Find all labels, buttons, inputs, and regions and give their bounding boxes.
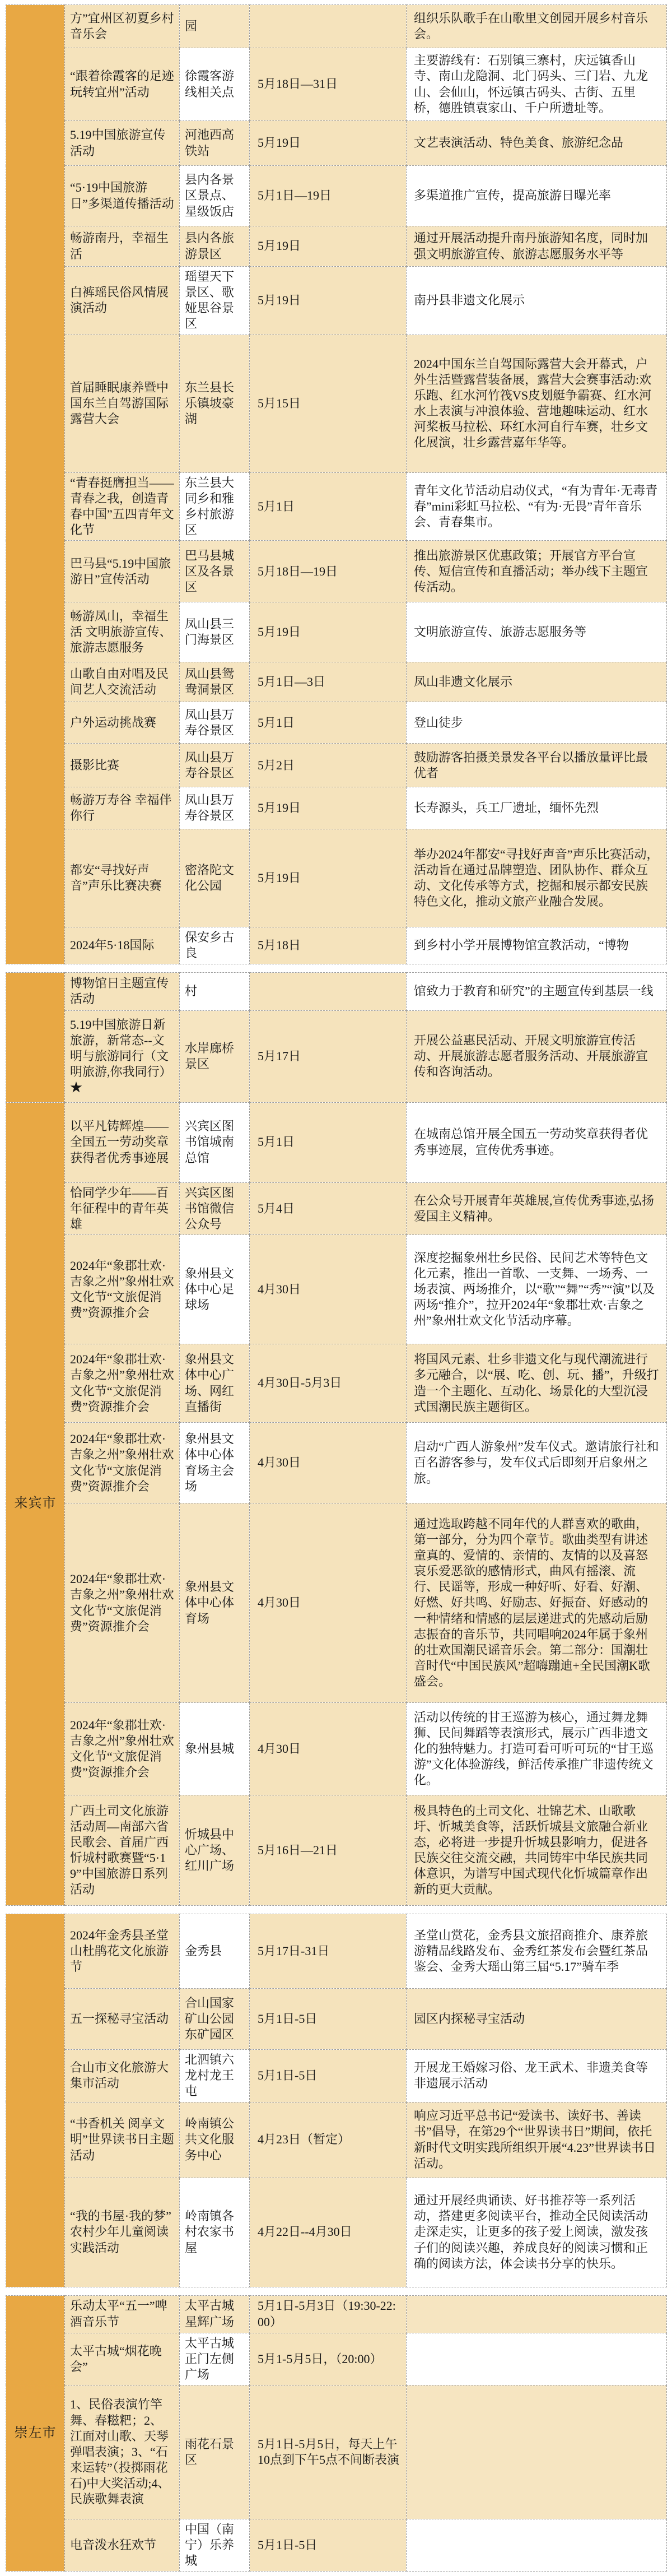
region-cell: [6, 1914, 65, 2287]
table-row: [6, 1795, 667, 1906]
description-cell: 在城南总馆开展全国五一劳动奖章获得者优秀事迹展，宣传优秀事迹。: [407, 1102, 667, 1182]
location-cell: 东兰县大同乡和雅乡村旅游区: [180, 472, 250, 541]
date-cell: 5月17日-31日: [250, 1914, 407, 1989]
description-cell: 开展公益惠民活动、开展文明旅游宣传活动、开展旅游志愿者服务活动、开展旅游宣传和咨询活动。: [407, 1010, 667, 1102]
description-cell: 活动以传统的甘王巡游为核心，通过舞龙舞狮、民间舞蹈等表演形式，展示广西非遗文化的独特魅力。打造可看可听可玩的“甘王巡游”文化体验游线，鲜活传承推广非遗传统文化。: [407, 1703, 667, 1795]
date-cell: 5月1日-5日: [250, 2519, 407, 2571]
description-cell: 到乡村小学开展博物馆宣教活动，“博物: [407, 927, 667, 964]
activity-title-cell: 户外运动挑战赛: [65, 702, 180, 744]
region-cell: 崇左市: [6, 2295, 65, 2572]
activity-title-cell: 博物馆日主题宣传活动: [65, 972, 180, 1010]
description-cell: 多渠道推广宣传，提高旅游日曝光率: [407, 166, 667, 226]
table-row: [6, 2050, 667, 2102]
table-row: [6, 335, 667, 472]
description-cell: 通过开展经典诵读、好书推荐等一系列活动，搭建更多阅读平台，推动全民阅读活动走深走实，让更多的孩子爱上阅读，激发孩子们的阅读兴趣，养成良好的阅读习惯和正确的阅读方法，体会读书分享的快乐。: [407, 2178, 667, 2287]
location-cell: 岭南镇各村农家书屋: [180, 2178, 250, 2287]
table-row: [6, 1423, 667, 1503]
description-cell: 凤山非遗文化展示: [407, 662, 667, 702]
description-cell: 通过开展活动提升南丹旅游知名度，同时加强文明旅游宣传、旅游志愿服务水平等: [407, 226, 667, 267]
activity-title-cell: 畅游凤山，幸福生活 文明旅游宣传、旅游志愿服务: [65, 602, 180, 662]
activity-title-cell: 电音泼水狂欢节: [65, 2519, 180, 2571]
location-cell: 凤山县三门海景区: [180, 602, 250, 662]
activity-title-cell: 2024年“象郡壮欢·吉象之州”象州壮欢文化节“文旅促消费”资源推介会: [65, 1344, 180, 1423]
location-cell: 兴宾区图书馆微信公众号: [180, 1182, 250, 1234]
activity-title-cell: 合山市文化旅游大集市活动: [65, 2050, 180, 2102]
activity-title-cell: 太平古城“烟花晚会”: [65, 2333, 180, 2385]
date-cell: 5月1-5月5日，（20:00）: [250, 2333, 407, 2385]
location-cell: 县内各景区景点、星级饭店: [180, 166, 250, 226]
date-cell: 5月19日: [250, 787, 407, 829]
table-row: [6, 121, 667, 166]
location-cell: 雨花石景区: [180, 2385, 250, 2519]
events-table-body: [6, 5, 667, 2572]
location-cell: 园: [180, 5, 250, 48]
region-cell: [6, 972, 65, 1102]
table-row: [6, 1010, 667, 1102]
date-cell: 5月19日: [250, 121, 407, 166]
activity-title-cell: 恰同学少年——百年征程中的青年英雄: [65, 1182, 180, 1234]
table-row: [6, 2519, 667, 2571]
page-break: [6, 1906, 667, 1914]
table-row: [6, 1989, 667, 2050]
date-cell: 4月30日: [250, 1235, 407, 1344]
table-row: [6, 267, 667, 335]
date-cell: 5月16日—21日: [250, 1795, 407, 1906]
location-cell: 县内各旅游景区: [180, 226, 250, 267]
location-cell: 凤山县鸳鸯洞景区: [180, 662, 250, 702]
table-row: [6, 787, 667, 829]
date-cell: 4月30日-5月3日: [250, 1344, 407, 1423]
table-row: [6, 602, 667, 662]
location-cell: 徐霞客游线相关点: [180, 48, 250, 121]
table-row: [6, 541, 667, 602]
date-cell: 5月19日: [250, 829, 407, 927]
location-cell: 水岸廊桥景区: [180, 1010, 250, 1102]
activity-title-cell: 五一探秘寻宝活动: [65, 1989, 180, 2050]
date-cell: 5月1日: [250, 702, 407, 744]
description-cell: 长寿源头，兵工厂遗址，缅怀先烈: [407, 787, 667, 829]
date-cell: 4月30日: [250, 1703, 407, 1795]
activity-title-cell: “书香机关 阅享文明”世界读书日主题活动: [65, 2102, 180, 2178]
activity-title-cell: 2024年“象郡壮欢·吉象之州”象州壮欢文化节“文旅促消费”资源推介会: [65, 1235, 180, 1344]
location-cell: 巴马县城区及各景区: [180, 541, 250, 602]
activity-title-cell: 2024年5·18国际: [65, 927, 180, 964]
date-cell: 5月17日: [250, 1010, 407, 1102]
activity-title-cell: 2024年“象郡壮欢·吉象之州”象州壮欢文化节“文旅促消费”资源推介会: [65, 1503, 180, 1703]
table-row: [6, 829, 667, 927]
activity-title-cell: “我的书屋·我的梦” 农村少年儿童阅读实践活动: [65, 2178, 180, 2287]
description-cell: 响应习近平总书记“爱读书、读好书、善读书”倡导，在第29个“世界读书日”期间，依托新时代文明实践所组织开展“4.23”世界读书日活动。: [407, 2102, 667, 2178]
table-row: [6, 1703, 667, 1795]
description-cell: 启动“广西人游象州”发车仪式。邀请旅行社和百名游客参与，发车仪式后即刻开启象州之旅。: [407, 1423, 667, 1503]
date-cell: 5月4日: [250, 1182, 407, 1234]
description-cell: 南丹县非遗文化展示: [407, 267, 667, 335]
activity-title-cell: 摄影比赛: [65, 744, 180, 787]
location-cell: 保安乡古良: [180, 927, 250, 964]
description-cell: 举办2024年都安“寻找好声音”声乐比赛活动，活动旨在通过品牌塑造、团队协作、群众互动、文化传承等方式，挖掘和展示都安民族特色文化，推动文旅产业融合发展。: [407, 829, 667, 927]
date-cell: 5月18日—31日: [250, 48, 407, 121]
description-cell: 通过选取跨越不同年代的人群喜欢的歌曲，第一部分，分为四个章节。歌曲类型有讲述童真的、爱情的、亲情的、友情的以及喜怒哀乐爱恶欲的感情形式，曲风有摇滚、流行、民谣等，形成一种好听、好看、好潮、好燃、好共鸣、好励志、好振奋、好感动的一种情绪和情感的层层递进式的先感动后励志振奋的音乐节，共同唱响2024年属于象州的壮欢国潮民谣音乐会。第二部分：国潮壮音时代“中国民族风”超嗨蹦迪+全民国潮K歌盛会。: [407, 1503, 667, 1703]
page-break-band: [6, 2287, 667, 2295]
date-cell: 5月2日: [250, 744, 407, 787]
location-cell: 凤山县万寿谷景区: [180, 702, 250, 744]
activity-title-cell: 5.19中国旅游宣传活动: [65, 121, 180, 166]
description-cell: 园区内探秘寻宝活动: [407, 1989, 667, 2050]
location-cell: 太平古城正门左侧广场: [180, 2333, 250, 2385]
location-cell: 象州县文体中心足球场: [180, 1235, 250, 1344]
table-row: [6, 972, 667, 1010]
location-cell: 中国（南宁）乐养城: [180, 2519, 250, 2571]
date-cell: 5月18日—19日: [250, 541, 407, 602]
description-cell: 文明旅游宣传、旅游志愿服务等: [407, 602, 667, 662]
description-cell: 文艺表演活动、特色美食、旅游纪念品: [407, 121, 667, 166]
location-cell: 象州县文体中心广场、网红直播街: [180, 1344, 250, 1423]
description-cell: 开展龙王婚嫁习俗、龙王武术、非遗美食等非遗展示活动: [407, 2050, 667, 2102]
activity-title-cell: 2024年金秀县圣堂山杜鹃花文化旅游节: [65, 1914, 180, 1989]
activity-title-cell: 畅游万寿谷 幸福伴你行: [65, 787, 180, 829]
table-row: [6, 1235, 667, 1344]
location-cell: 密洛陀文化公园: [180, 829, 250, 927]
activity-title-cell: 首届睡眠康养暨中国东兰自驾游国际露营大会: [65, 335, 180, 472]
activity-title-cell: “青春挺膺担当——青春之我，创造青春中国”五四青年文化节: [65, 472, 180, 541]
description-cell: 组织乐队歌手在山歌里文创园开展乡村音乐会。: [407, 5, 667, 48]
location-cell: 岭南镇公共文化服务中心: [180, 2102, 250, 2178]
location-cell: 东兰县长乐镇坡豪湖: [180, 335, 250, 472]
description-cell: 2024中国东兰自驾国际露营大会开幕式，户外生活暨露营装备展，露营大会赛事活动:欢乐跑、红水河竹筏VS皮划艇争霸赛、红水河水上表演与冲浪体验、营地趣味运动、红水河桨板马拉松、环红水河自行车赛，壮乡文化展演，壮乡露营嘉年华等。: [407, 335, 667, 472]
activity-title-cell: 以平凡铸辉煌——全国五一劳动奖章获得者优秀事迹展: [65, 1102, 180, 1182]
table-row: [6, 472, 667, 541]
activity-title-cell: 2024年“象郡壮欢·吉象之州”象州壮欢文化节“文旅促消费”资源推介会: [65, 1423, 180, 1503]
page-break-band: [6, 1906, 667, 1914]
date-cell: 5月19日: [250, 267, 407, 335]
location-cell: 忻城县中心广场、红川广场: [180, 1795, 250, 1906]
date-cell: 5月1日-5日: [250, 1989, 407, 2050]
table-row: [6, 2385, 667, 2519]
region-cell: [6, 5, 65, 964]
date-cell: 5月1日-5月3日（19:30-22:00）: [250, 2295, 407, 2333]
table-row: [6, 744, 667, 787]
activity-title-cell: 2024年“象郡壮欢·吉象之州”象州壮欢文化节“文旅促消费”资源推介会: [65, 1703, 180, 1795]
date-cell: 5月15日: [250, 335, 407, 472]
activity-title-cell: 1、民俗表演竹竿舞、春糍粑；2、江面对山歌、天琴弹唱表演；3、“石来运转”（投掷雨花石)中大奖活动;4、民族歌舞表演: [65, 2385, 180, 2519]
date-cell: 5月19日: [250, 602, 407, 662]
activity-title-cell: 巴马县“5.19中国旅游日”宣传活动: [65, 541, 180, 602]
location-cell: 太平古城星辉广场: [180, 2295, 250, 2333]
date-cell: 5月1日: [250, 1102, 407, 1182]
activity-title-cell: 山歌自由对唱及民间艺人交流活动: [65, 662, 180, 702]
page-break: [6, 2287, 667, 2295]
table-row: [6, 1102, 667, 1182]
date-cell: 5月19日: [250, 226, 407, 267]
page-break: [6, 964, 667, 972]
activity-title-cell: 5.19中国旅游日新旅游，新常态--文明与旅游同行（文明旅游,你我同行）★: [65, 1010, 180, 1102]
activity-title-cell: 畅游南丹，幸福生活: [65, 226, 180, 267]
table-row: [6, 702, 667, 744]
date-cell: 5月1日—19日: [250, 166, 407, 226]
table-row: [6, 166, 667, 226]
date-cell: 4月30日: [250, 1423, 407, 1503]
region-cell: 来宾市: [6, 1102, 65, 1905]
description-cell: [407, 2295, 667, 2333]
date-cell: [250, 5, 407, 48]
location-cell: 瑶望天下景区、歌娅思谷景区: [180, 267, 250, 335]
location-cell: 凤山县万寿谷景区: [180, 787, 250, 829]
activity-title-cell: 都安“寻找好声音”声乐比赛决赛: [65, 829, 180, 927]
location-cell: 金秀县: [180, 1914, 250, 1989]
table-row: [6, 2102, 667, 2178]
activity-title-cell: “跟着徐霞客的足迹玩转宜州”活动: [65, 48, 180, 121]
table-row: [6, 1182, 667, 1234]
description-cell: 深度挖掘象州壮乡民俗、民间艺术等特色文化元素，推出一首歌、一支舞、一场秀、一场表演、两场推介，以“歌”“舞”“秀”“演”以及两场“推介”，拉开2024年“象郡壮欢·吉象之州”象州壮欢文化节活动序幕。: [407, 1235, 667, 1344]
description-cell: 馆致力于教育和研究”的主题宣传到基层一线: [407, 972, 667, 1010]
document-page: [0, 4, 672, 2572]
table-row: [6, 662, 667, 702]
description-cell: 鼓励游客拍摄美景发各平台以播放量评比最优者: [407, 744, 667, 787]
activity-title-cell: 乐动太平“五一”啤酒音乐节: [65, 2295, 180, 2333]
description-cell: 推出旅游景区优惠政策；开展官方平台宣传、短信宣传和直播活动；举办线下主题宣传活动。: [407, 541, 667, 602]
description-cell: 登山徒步: [407, 702, 667, 744]
table-row: [6, 2178, 667, 2287]
location-cell: 象州县文体中心体育场主会场: [180, 1423, 250, 1503]
location-cell: 象州县城: [180, 1703, 250, 1795]
description-cell: 主要游线有：石别镇三寨村，庆远镇香山寺、南山龙隐洞、北门码头、三门岩、九龙山、会仙山，怀远镇古码头、古街、五里桥，德胜镇袁家山、千户所遗址等。: [407, 48, 667, 121]
date-cell: [250, 972, 407, 1010]
date-cell: 5月1日-5日: [250, 2050, 407, 2102]
activity-title-cell: 白裤瑶民俗风情展演活动: [65, 267, 180, 335]
description-cell: 青年文化节活动启动仪式，“有为青年·无毒青春”mini彩虹马拉松、“有为·无畏”青年音乐会、青春集市。: [407, 472, 667, 541]
date-cell: 5月18日: [250, 927, 407, 964]
table-row: [6, 48, 667, 121]
date-cell: 4月22日--4月30日: [250, 2178, 407, 2287]
location-cell: 村: [180, 972, 250, 1010]
activity-title-cell: 方”宜州区初夏乡村音乐会: [65, 5, 180, 48]
table-row: [6, 1503, 667, 1703]
location-cell: 北泗镇六龙村龙王屯: [180, 2050, 250, 2102]
page-break-band: [6, 964, 667, 972]
location-cell: 凤山县万寿谷景区: [180, 744, 250, 787]
table-row: [6, 927, 667, 964]
description-cell: [407, 2519, 667, 2571]
location-cell: 象州县文体中心体育场: [180, 1503, 250, 1703]
location-cell: 兴宾区图书馆城南总馆: [180, 1102, 250, 1182]
description-cell: [407, 2333, 667, 2385]
description-cell: 极具特色的土司文化、壮锦艺术、山歌歌圩、忻城美食等，活跃忻城县文旅融合新业态，必将进一步提升忻城县影响力，促进各民族交往交流交融，共同铸牢中华民族共同体意识，为谱写中国式现代化忻城篇章作出新的更大贡献。: [407, 1795, 667, 1906]
date-cell: 5月1日-5月5日，每天上午10点到下午5点不间断表演: [250, 2385, 407, 2519]
description-cell: [407, 2385, 667, 2519]
date-cell: 4月23日（暂定）: [250, 2102, 407, 2178]
location-cell: 河池西高铁站: [180, 121, 250, 166]
table-row: [6, 2295, 667, 2333]
description-cell: 在公众号开展青年英雄展,宣传优秀事迹,弘扬爱国主义精神。: [407, 1182, 667, 1234]
date-cell: 5月1日: [250, 472, 407, 541]
description-cell: 将国风元素、壮乡非遗文化与现代潮流进行多元融合，以“展、吃、创、玩、播”，升级打造一个主题化、互动化、场景化的大型沉浸式国潮民族主题街区。: [407, 1344, 667, 1423]
activity-title-cell: 广西土司文化旅游活动周—南部六省民歌会、首届广西忻城村歌赛暨“5·19”中国旅游日系列活动: [65, 1795, 180, 1906]
table-row: [6, 2333, 667, 2385]
table-row: [6, 226, 667, 267]
table-row: [6, 1914, 667, 1989]
table-row: [6, 5, 667, 48]
date-cell: 4月30日: [250, 1503, 407, 1703]
date-cell: 5月1日—3日: [250, 662, 407, 702]
location-cell: 合山国家矿山公园东矿园区: [180, 1989, 250, 2050]
events-table: [6, 4, 667, 2572]
activity-title-cell: “5·19中国旅游日”多渠道传播活动: [65, 166, 180, 226]
description-cell: 圣堂山赏花，金秀县文旅招商推介、康养旅游精品线路发布、金秀红茶发布会暨红茶品鉴会、金秀大瑶山第三届“5.17”骑车季: [407, 1914, 667, 1989]
table-row: [6, 1344, 667, 1423]
